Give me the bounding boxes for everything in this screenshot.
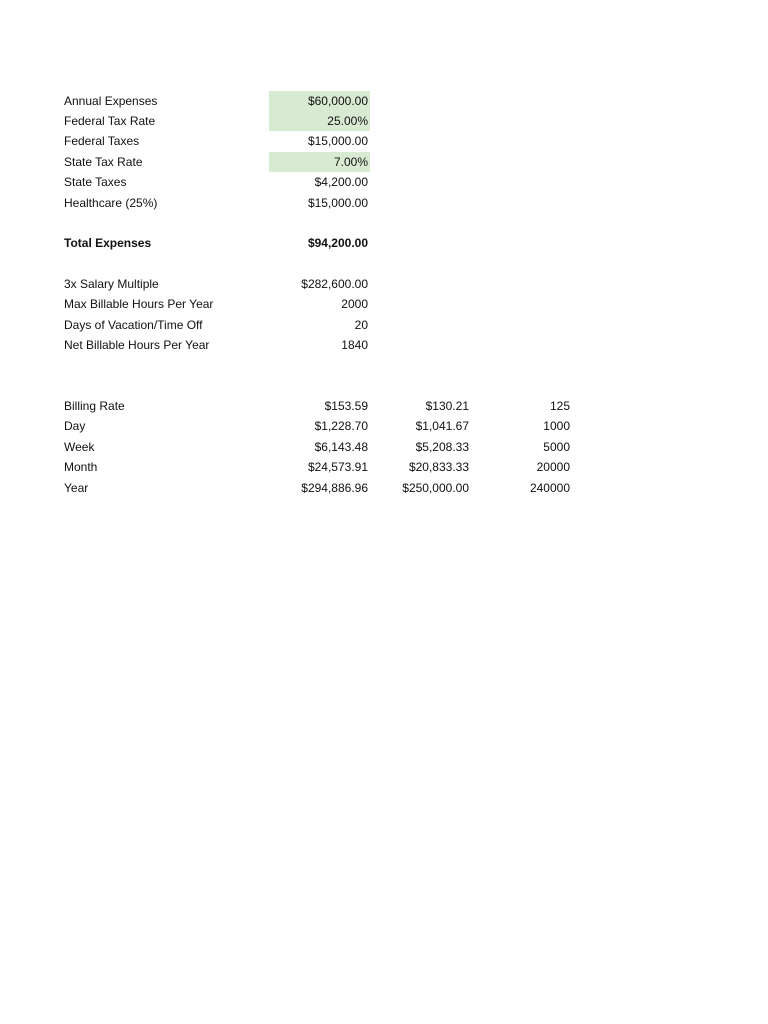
cell-label[interactable]: Month [64, 460, 98, 474]
cell-value[interactable]: $24,573.91 [307, 460, 368, 474]
row-month [0, 457, 768, 477]
row-healthcare [0, 193, 768, 213]
cell-input-value[interactable]: 7.00% [269, 152, 370, 172]
cell-input-value[interactable]: $60,000.00 [269, 91, 370, 111]
cell-label[interactable]: Day [64, 419, 86, 433]
cell-label[interactable]: Federal Tax Rate [64, 114, 156, 128]
cell-value[interactable]: $15,000.00 [307, 134, 368, 148]
row-max-billable-hours [0, 294, 768, 314]
cell-value[interactable]: 125 [549, 399, 570, 413]
cell-value[interactable]: $282,600.00 [301, 277, 368, 291]
cell-value[interactable]: $153.59 [324, 399, 368, 413]
cell-value[interactable]: 20000 [536, 460, 570, 474]
cell-label[interactable]: Annual Expenses [64, 94, 158, 108]
cell-label[interactable]: 3x Salary Multiple [64, 277, 159, 291]
row-day [0, 416, 768, 436]
cell-value[interactable]: $1,228.70 [314, 419, 368, 433]
cell-value[interactable]: 240000 [529, 481, 570, 495]
cell-value[interactable]: $250,000.00 [402, 481, 469, 495]
cell-value[interactable]: $4,200.00 [314, 175, 368, 189]
row-net-billable-hours [0, 335, 768, 355]
cell-value[interactable]: 20 [354, 318, 368, 332]
row-federal-tax-rate [0, 111, 768, 131]
row-total-expenses [0, 233, 768, 253]
row-state-taxes [0, 172, 768, 192]
row-annual-expenses [0, 91, 768, 111]
row-year [0, 478, 768, 498]
row-vacation-days [0, 315, 768, 335]
cell-value[interactable]: $15,000.00 [307, 196, 368, 210]
cell-label[interactable]: Days of Vacation/Time Off [64, 318, 203, 332]
cell-label[interactable]: Week [64, 440, 95, 454]
cell-value[interactable]: $5,208.33 [415, 440, 469, 454]
row-salary-multiple [0, 274, 768, 294]
cell-total-value[interactable]: $94,200.00 [307, 236, 368, 250]
cell-value[interactable]: $130.21 [425, 399, 469, 413]
row-week [0, 437, 768, 457]
cell-label[interactable]: Max Billable Hours Per Year [64, 297, 214, 311]
cell-value[interactable]: 2000 [341, 297, 368, 311]
cell-value[interactable]: $20,833.33 [408, 460, 469, 474]
cell-value[interactable]: $6,143.48 [314, 440, 368, 454]
cell-value[interactable]: 5000 [543, 440, 570, 454]
cell-value[interactable]: 1840 [341, 338, 368, 352]
cell-value[interactable]: $294,886.96 [301, 481, 368, 495]
cell-input-value[interactable]: 25.00% [269, 111, 370, 131]
cell-label[interactable]: State Tax Rate [64, 155, 143, 169]
cell-label[interactable]: Healthcare (25%) [64, 196, 158, 210]
cell-label[interactable]: Federal Taxes [64, 134, 140, 148]
cell-label[interactable]: Net Billable Hours Per Year [64, 338, 210, 352]
cell-label[interactable]: State Taxes [64, 175, 127, 189]
row-billing-rate [0, 396, 768, 416]
cell-total-label[interactable]: Total Expenses [64, 236, 152, 250]
row-state-tax-rate [0, 152, 768, 172]
cell-value[interactable]: 1000 [543, 419, 570, 433]
cell-label[interactable]: Billing Rate [64, 399, 125, 413]
cell-value[interactable]: $1,041.67 [415, 419, 469, 433]
row-federal-taxes [0, 131, 768, 151]
cell-label[interactable]: Year [64, 481, 89, 495]
